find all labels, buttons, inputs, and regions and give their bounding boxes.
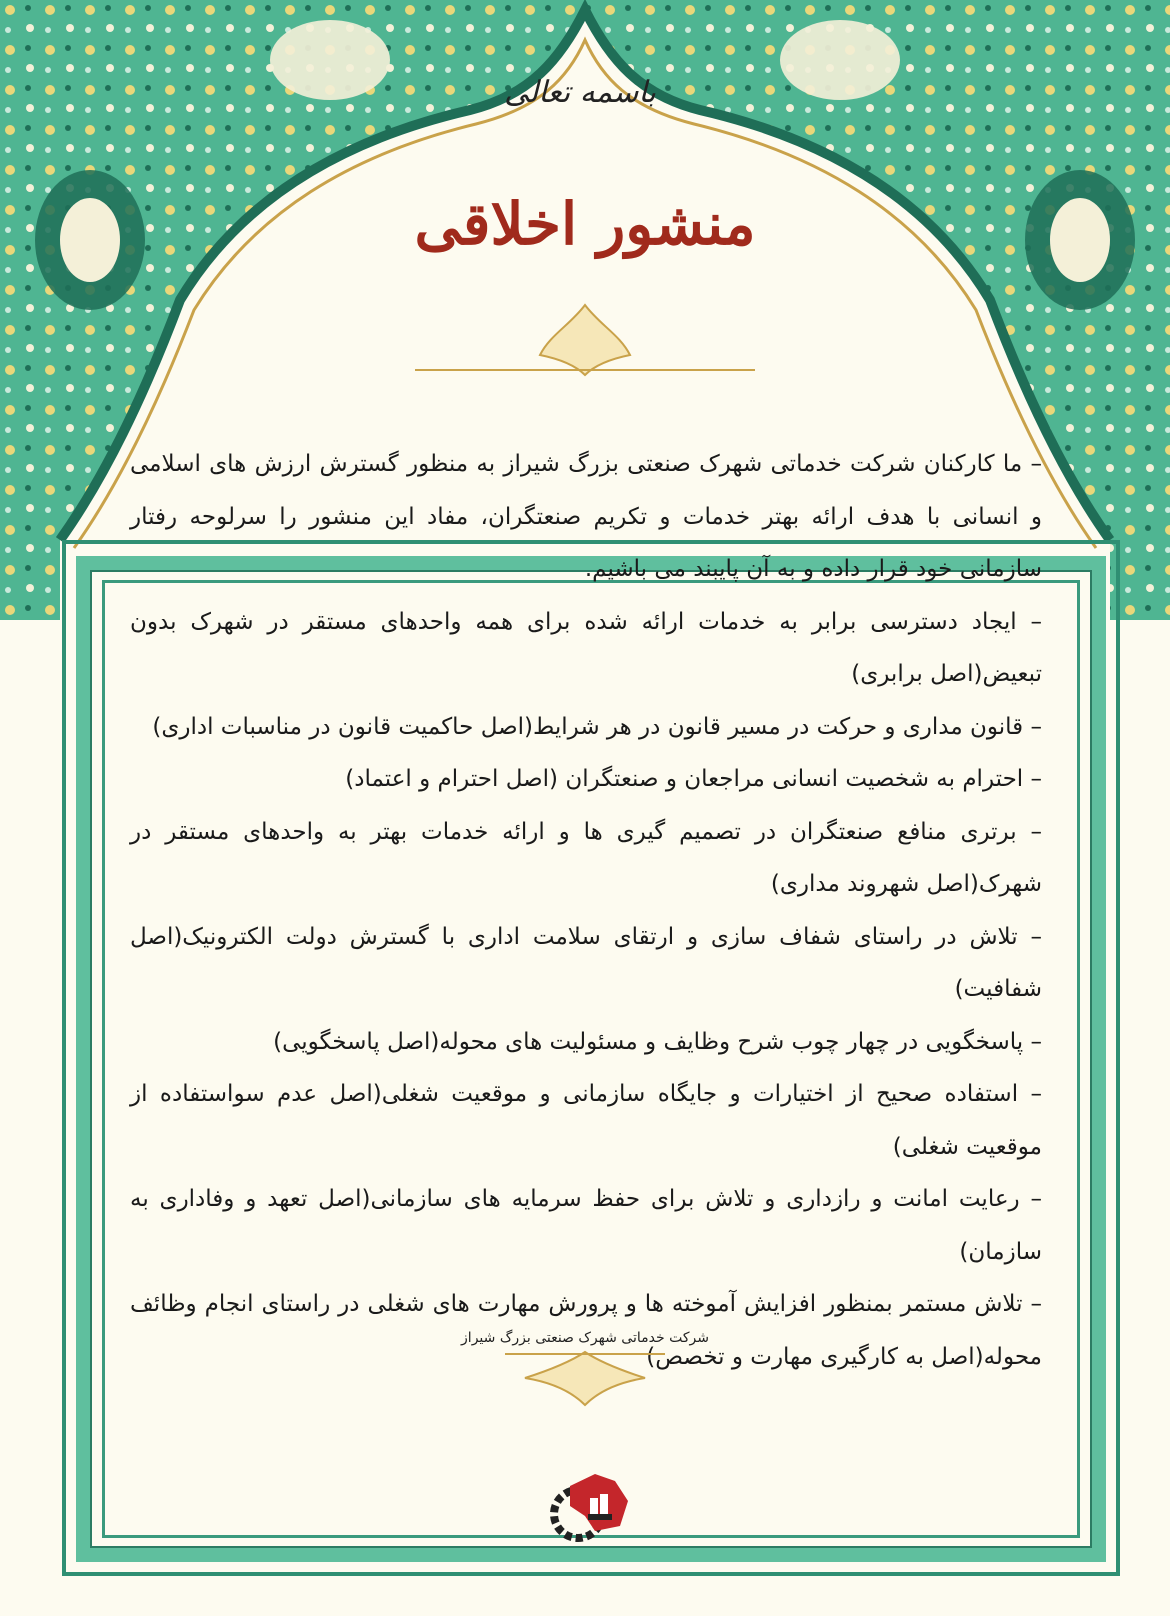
page-title: منشور اخلاقی (414, 190, 756, 258)
company-logo-icon (540, 1456, 640, 1546)
charter-item: – تلاش مستمر بمنظور افزایش آموخته ها و پرورش مهارت های شغلی در راستای انجام وظائف محوله(اصل به کارگیری مهارت و تخصص) (130, 1291, 1042, 1370)
company-signature: شرکت خدماتی شهرک صنعتی بزرگ شیراز (461, 1330, 709, 1346)
charter-text (130, 438, 1042, 1383)
charter-item: – برتری منافع صنعتگران در تصمیم گیری ها و ارائه خدمات بهتر به واحدهای مستقر در شهرک(اصل شهروند مداری) (130, 818, 1042, 897)
charter-item: – احترام به شخصیت انسانی مراجعان و صنعتگران (اصل احترام و اعتماد) (345, 766, 1042, 792)
charter-item: – ایجاد دسترسی برابر به خدمات ارائه شده برای همه واحدهای مستقر در شهرک بدون تبعیض(اصل برابری) (130, 608, 1042, 687)
charter-item: – رعایت امانت و رازداری و تلاش برای حفظ سرمایه های سازمانی(اصل تعهد و وفاداری به سازمان) (130, 1186, 1042, 1265)
charter-item: – پاسخگویی در چهار چوب شرح وظایف و مسئولیت های محوله(اصل پاسخگویی) (273, 1028, 1042, 1055)
charter-item: – ما کارکنان شرکت خدماتی شهرک صنعتی بزرگ شیراز به منظور گسترش ارزش های اسلامی و انسانی با هدف ارائه بهتر خدمات و تکریم صنعتگران، مفاد این منشور را سرلوحه رفتار سازمانی خود قرار داده و به آن پایبند می باشیم. (130, 451, 1042, 582)
charter-item: – قانون مداری و حرکت در مسیر قانون در هر شرایط(اصل حاکمیت قانون در مناسبات اداری) (152, 713, 1042, 740)
charter-item: – تلاش در راستای شفاف سازی و ارتقای سلامت اداری با گسترش دولت الکترونیک(اصل شفافیت) (130, 923, 1042, 1002)
charter-item: – استفاده صحیح از اختیارات و جایگاه سازمانی و موقعیت شغلی(اصل عدم سواستفاده از موقعیت شغلی) (130, 1081, 1042, 1160)
basmala-calligraphy: باسمه تعالی (504, 75, 656, 110)
bottom-finial-ornament (505, 1350, 665, 1410)
